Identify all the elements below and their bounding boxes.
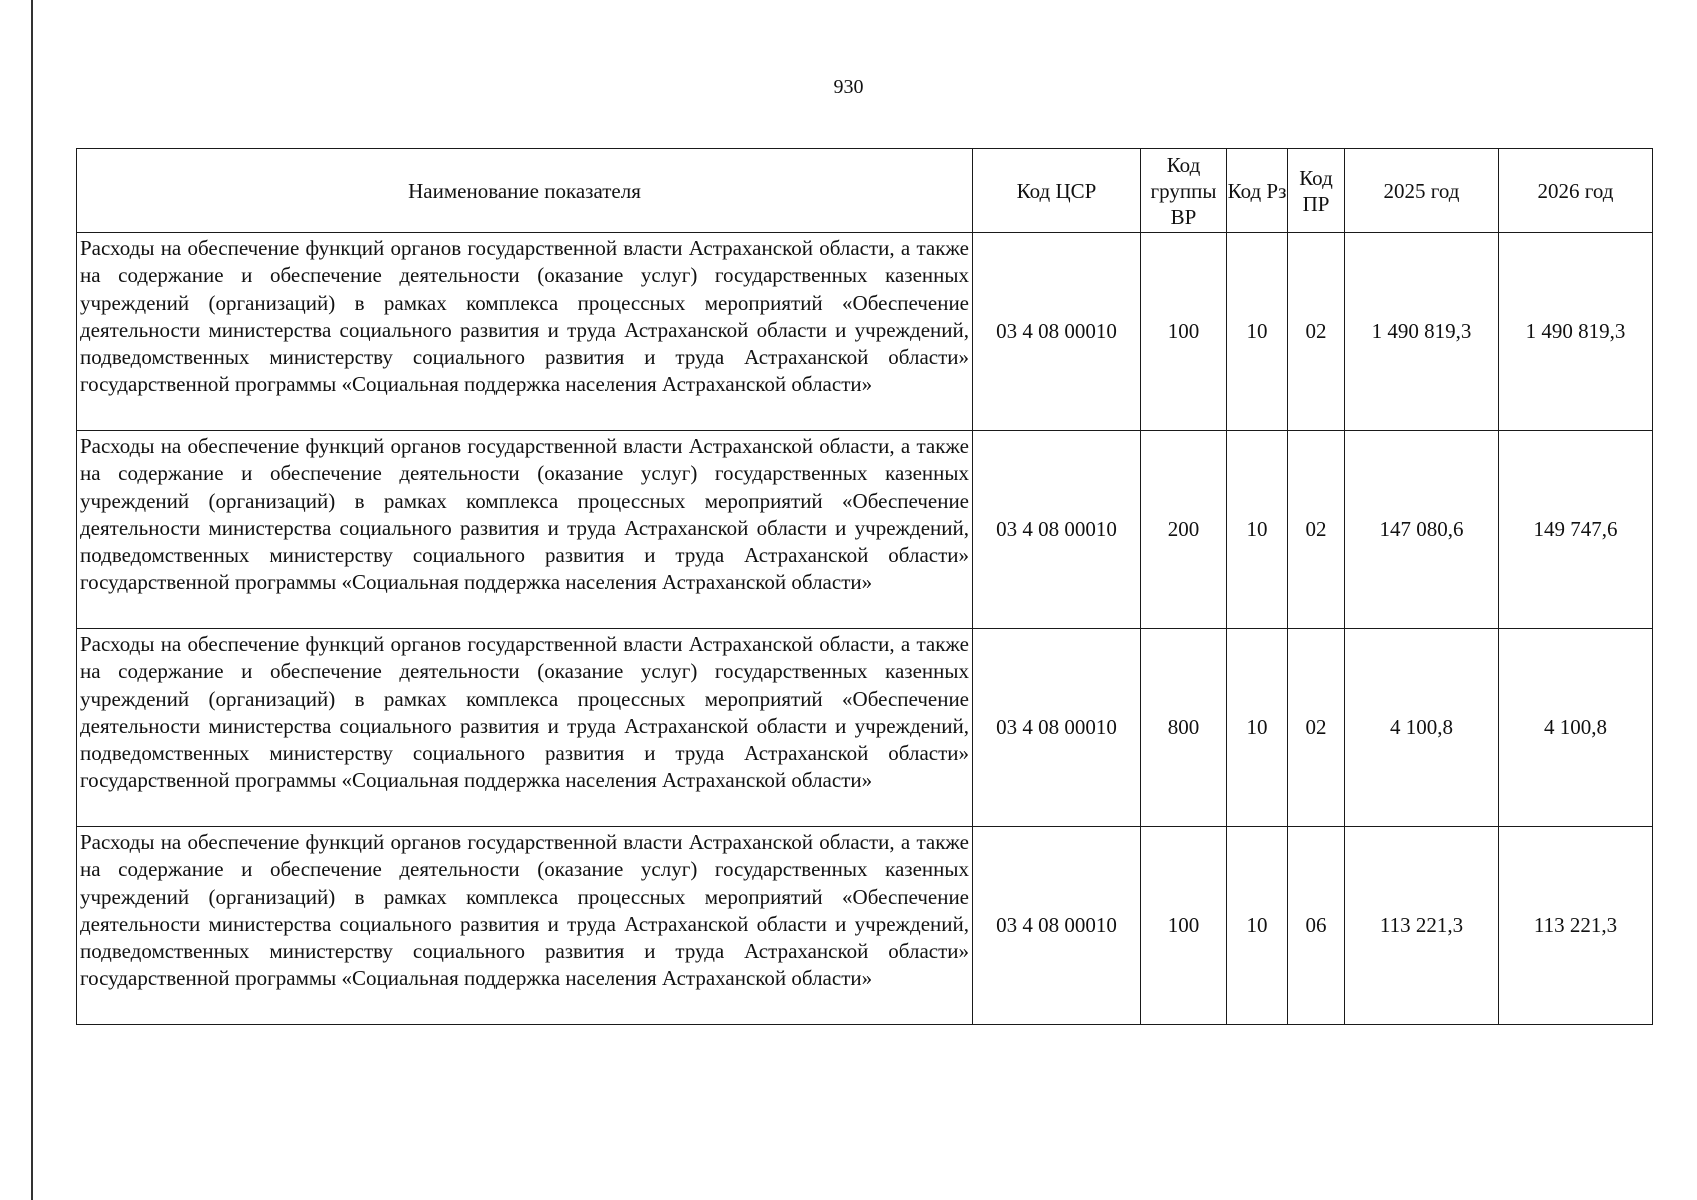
table-row [77,431,1653,629]
row-2025-cell: 1 490 819,3 [1345,233,1499,431]
row-2026-cell: 149 747,6 [1499,431,1653,629]
table-header-row [77,149,1653,233]
row-pr-cell: 02 [1288,629,1345,827]
page-binding-line [31,0,33,1200]
row-rz-cell: 10 [1227,431,1288,629]
row-csr-cell: 03 4 08 00010 [973,431,1141,629]
header-pr-code: Код ПР [1288,149,1345,233]
row-name-cell: Расходы на обеспечение функций органов государственной власти Астраханской области, а также на содержание и обеспечение деятельности (оказание услуг) государственных казенных учреждений (организаций) в рамках комплекса процессных мероприятий «Обеспечение деятельности министерства социального развития и труда Астраханской области и учреждений, подведомственных министерству социального развития и труда Астраханской области» государственной программы «Социальная поддержка населения Астраханской области» [77,629,973,827]
row-2025-cell: 4 100,8 [1345,629,1499,827]
row-2026-cell: 1 490 819,3 [1499,233,1653,431]
row-csr-cell: 03 4 08 00010 [973,233,1141,431]
row-pr-cell: 02 [1288,233,1345,431]
row-2026-cell: 4 100,8 [1499,629,1653,827]
row-rz-cell: 10 [1227,827,1288,1025]
header-rz-code: Код Рз [1227,149,1288,233]
row-rz-cell: 10 [1227,233,1288,431]
row-name-cell: Расходы на обеспечение функций органов государственной власти Астраханской области, а также на содержание и обеспечение деятельности (оказание услуг) государственных казенных учреждений (организаций) в рамках комплекса процессных мероприятий «Обеспечение деятельности министерства социального развития и труда Астраханской области и учреждений, подведомственных министерству социального развития и труда Астраханской области» государственной программы «Социальная поддержка населения Астраханской области» [77,431,973,629]
row-vr-cell: 800 [1141,629,1227,827]
row-vr-cell: 200 [1141,431,1227,629]
header-year-2025: 2025 год [1345,149,1499,233]
row-csr-cell: 03 4 08 00010 [973,629,1141,827]
header-name: Наименование показателя [77,149,973,233]
row-name-cell: Расходы на обеспечение функций органов государственной власти Астраханской области, а также на содержание и обеспечение деятельности (оказание услуг) государственных казенных учреждений (организаций) в рамках комплекса процессных мероприятий «Обеспечение деятельности министерства социального развития и труда Астраханской области и учреждений, подведомственных министерству социального развития и труда Астраханской области» государственной программы «Социальная поддержка населения Астраханской области» [77,827,973,1025]
table-row [77,629,1653,827]
row-rz-cell: 10 [1227,629,1288,827]
table-row [77,233,1653,431]
row-vr-cell: 100 [1141,827,1227,1025]
page-number: 930 [833,76,864,98]
row-vr-cell: 100 [1141,233,1227,431]
budget-table [76,148,1653,1025]
header-vr-code: Код группы ВР [1141,149,1227,233]
row-2025-cell: 147 080,6 [1345,431,1499,629]
row-csr-cell: 03 4 08 00010 [973,827,1141,1025]
row-name-cell: Расходы на обеспечение функций органов государственной власти Астраханской области, а также на содержание и обеспечение деятельности (оказание услуг) государственных казенных учреждений (организаций) в рамках комплекса процессных мероприятий «Обеспечение деятельности министерства социального развития и труда Астраханской области и учреждений, подведомственных министерству социального развития и труда Астраханской области» государственной программы «Социальная поддержка населения Астраханской области» [77,233,973,431]
header-year-2026: 2026 год [1499,149,1653,233]
row-pr-cell: 02 [1288,431,1345,629]
row-pr-cell: 06 [1288,827,1345,1025]
header-csr-code: Код ЦСР [973,149,1141,233]
row-2026-cell: 113 221,3 [1499,827,1653,1025]
table-row [77,827,1653,1025]
row-2025-cell: 113 221,3 [1345,827,1499,1025]
